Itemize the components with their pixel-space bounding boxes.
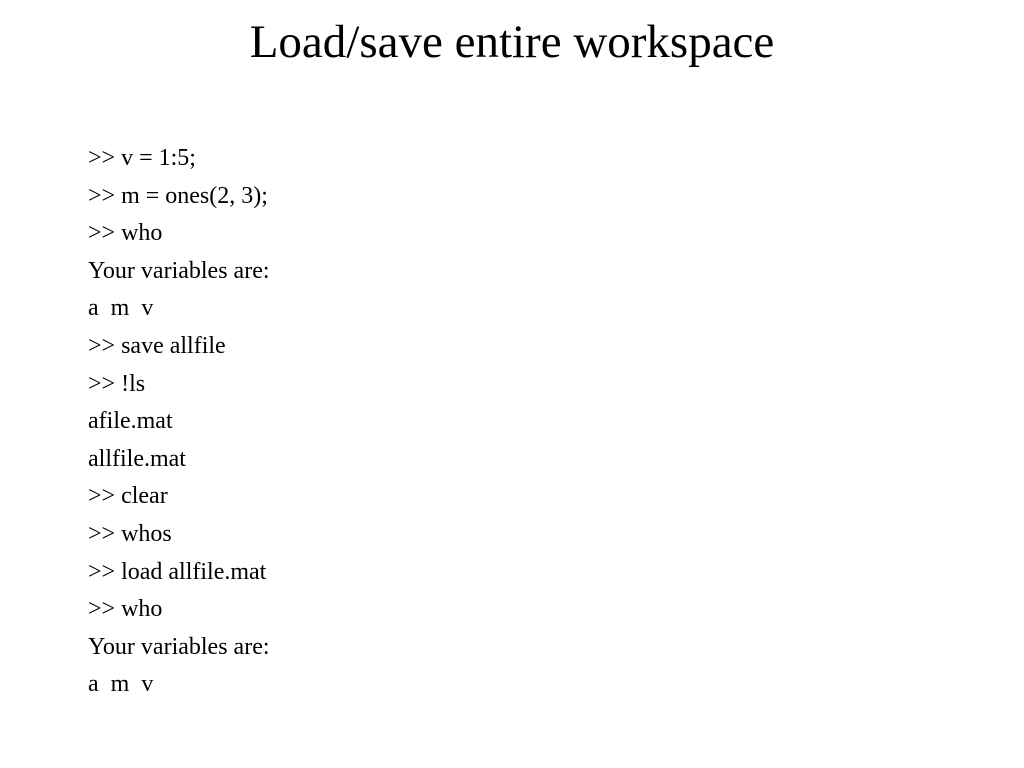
code-line: >> clear	[88, 483, 168, 510]
code-listing	[88, 140, 270, 704]
code-line: afile.mat	[88, 408, 173, 435]
code-line: >> save allfile	[88, 332, 226, 359]
code-line: a m v	[88, 295, 154, 322]
code-line: >> !ls	[88, 370, 146, 397]
code-line: allfile.mat	[88, 445, 186, 472]
code-line: a m v	[88, 671, 154, 698]
code-line: >> whos	[88, 520, 172, 547]
code-line: >> m = ones(2, 3);	[88, 182, 268, 209]
code-line: >> who	[88, 596, 163, 623]
code-line: >> v = 1:5;	[88, 145, 196, 171]
code-line: >> who	[88, 220, 163, 247]
slide-title: Load/save entire workspace	[249, 16, 775, 68]
code-line: >> load allfile.mat	[88, 558, 267, 585]
code-line: Your variables are:	[88, 257, 270, 284]
code-line: Your variables are:	[88, 633, 270, 660]
